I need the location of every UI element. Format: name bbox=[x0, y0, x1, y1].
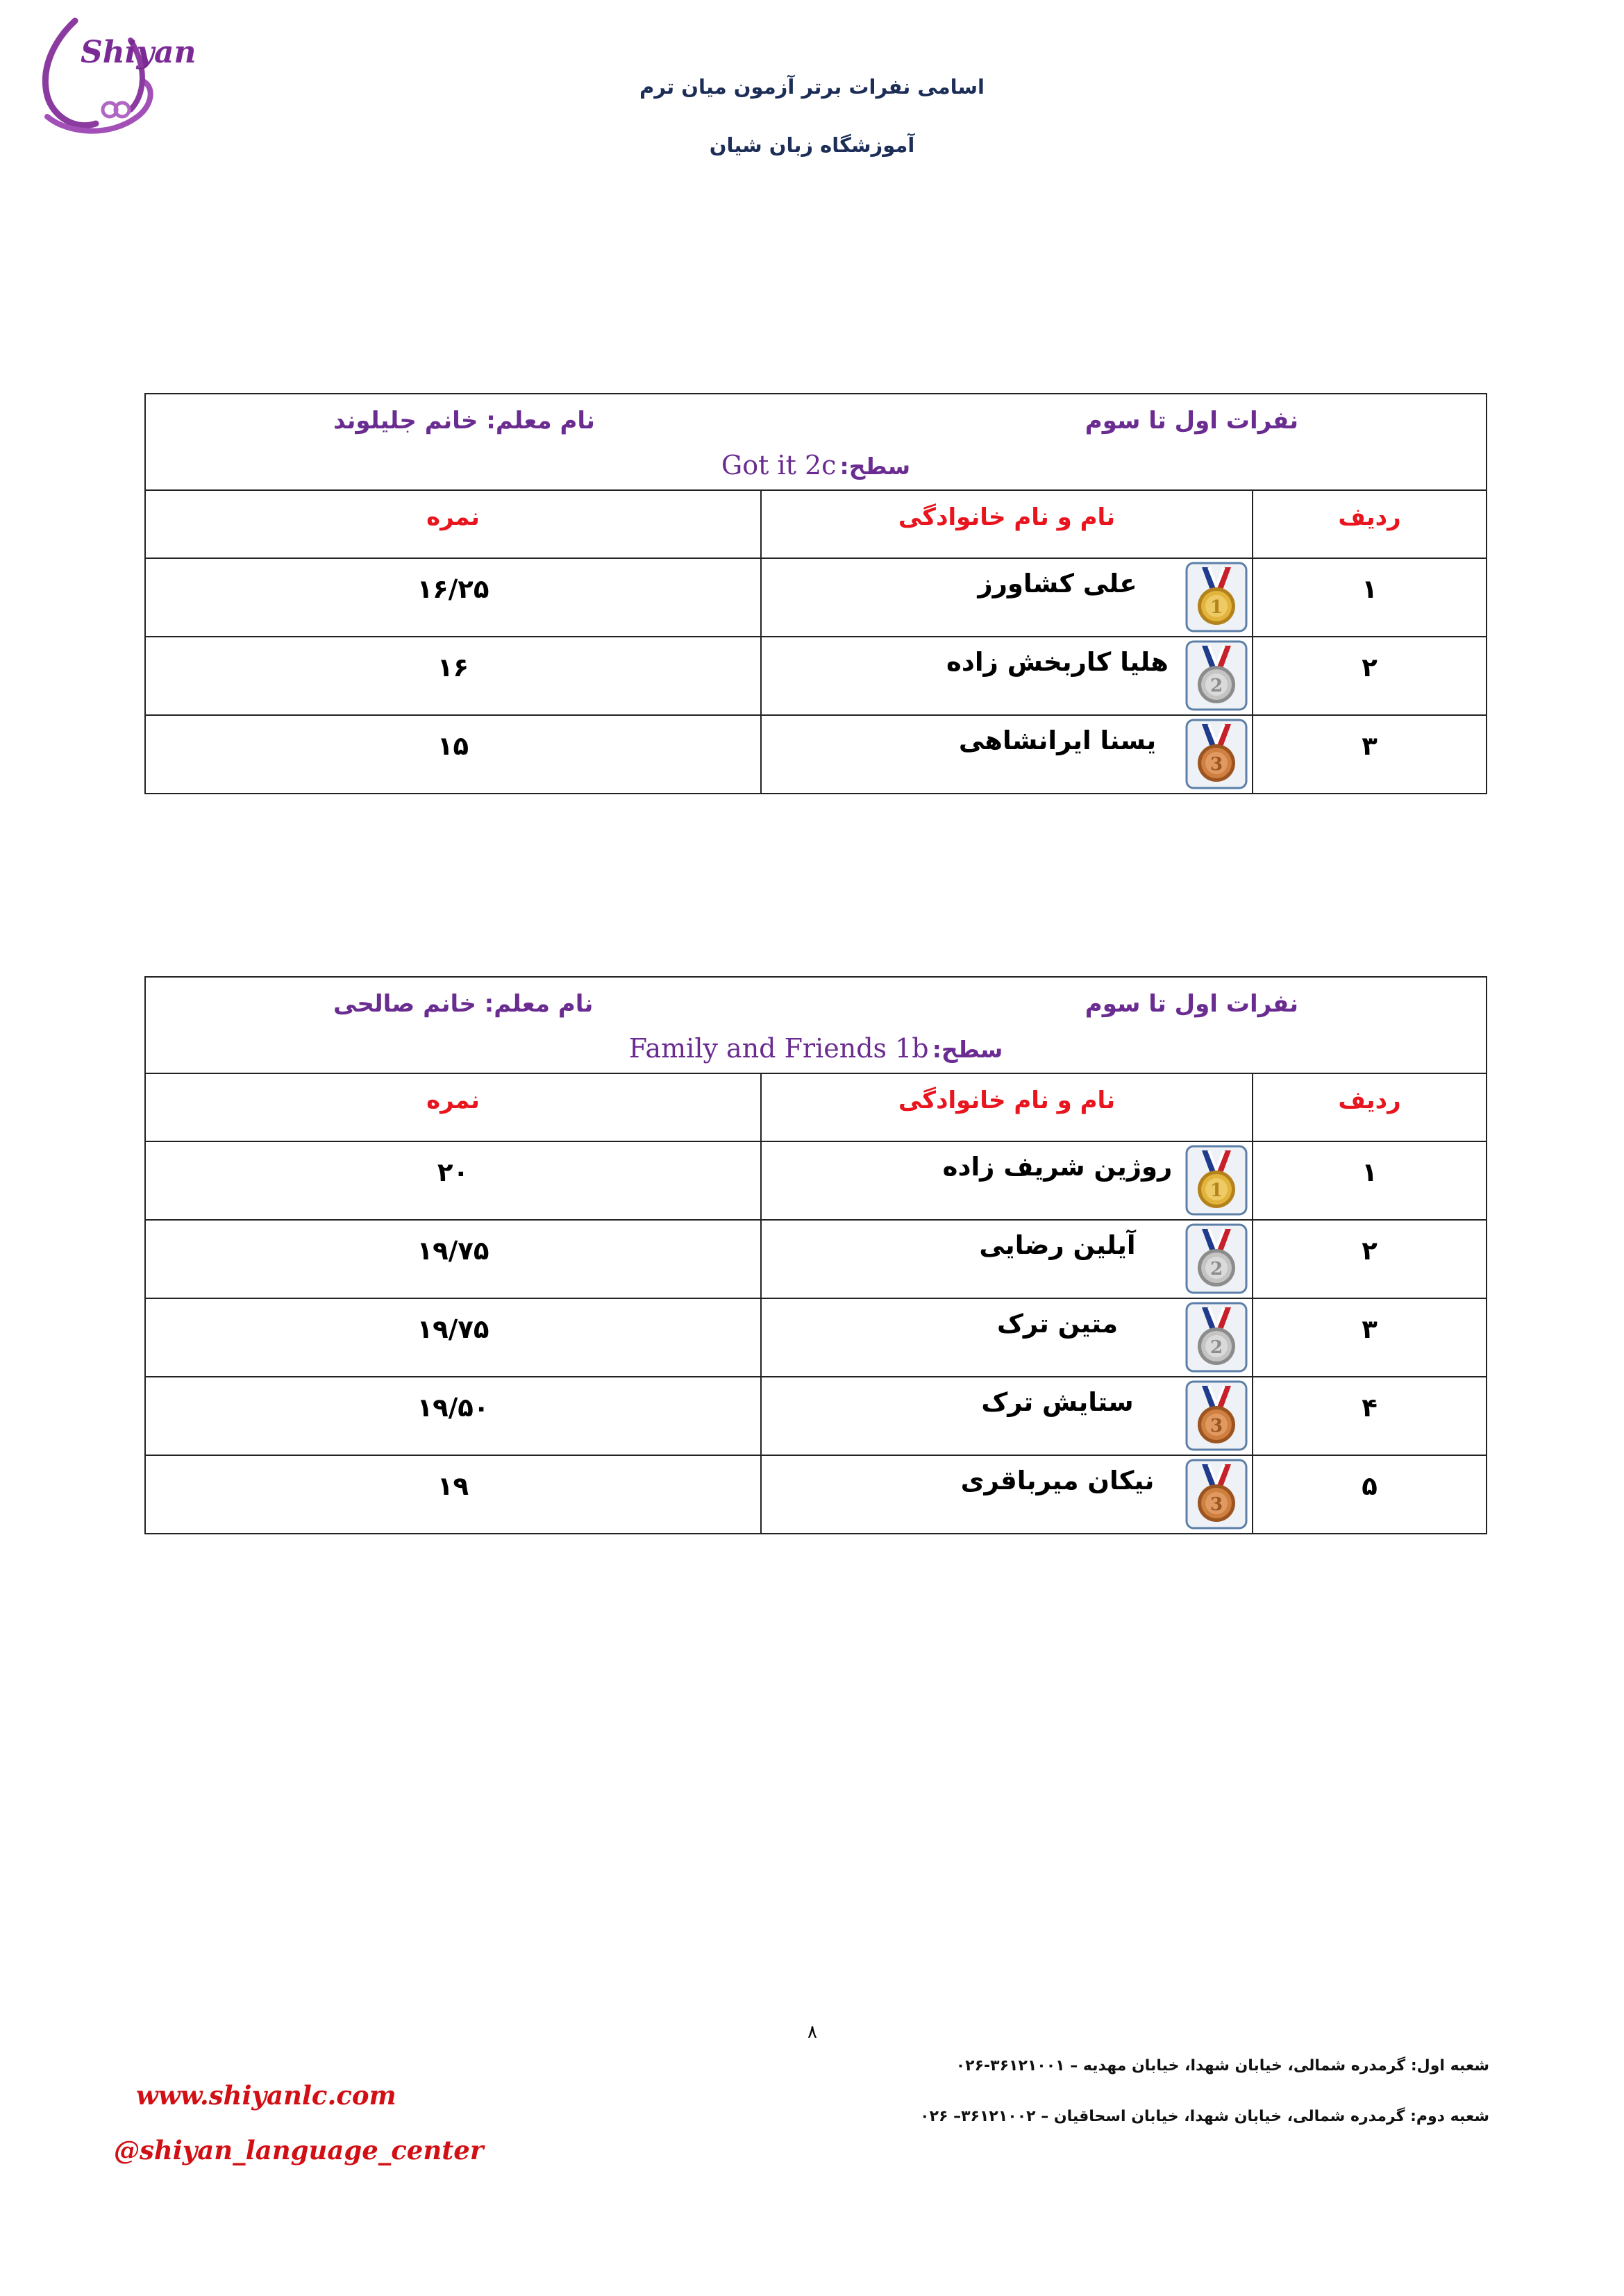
silver-medal-icon bbox=[1185, 1223, 1248, 1294]
name-cell bbox=[760, 1299, 1253, 1376]
positions-label: نفرات اول تا سوم bbox=[1085, 407, 1298, 435]
student-name: متین ترک bbox=[996, 1309, 1119, 1339]
student-name: روژین شریف زاده bbox=[942, 1152, 1173, 1182]
score-cell: ۱۶ bbox=[437, 653, 469, 682]
col-name-header: نام و نام خانوادگی bbox=[760, 491, 1253, 558]
score-cell: ۱۹/۷۵ bbox=[417, 1314, 489, 1344]
student-name: نیکان میرباقری bbox=[960, 1466, 1155, 1495]
score-cell: ۱۹/۷۵ bbox=[417, 1236, 489, 1266]
table-row bbox=[146, 637, 1486, 716]
level-line bbox=[146, 1033, 1486, 1064]
table-row bbox=[146, 1456, 1486, 1533]
branch-2-address: شعبه دوم: گرمدره شمالی، خیابان شهدا، خیابان اسحاقیان – ۳۶۱۲۱۰۰۲– ۰۲۶ bbox=[920, 2108, 1489, 2125]
student-name: هلیا کاربخش زاده bbox=[946, 647, 1169, 677]
page-number: ۸ bbox=[807, 2022, 817, 2043]
rank-cell: ۱ bbox=[1362, 574, 1378, 604]
instagram-handle[interactable]: @shiyan_language_center bbox=[114, 2135, 484, 2165]
table-row bbox=[146, 1142, 1486, 1221]
col-rank-header: ردیف bbox=[1338, 1087, 1401, 1114]
positions-label: نفرات اول تا سوم bbox=[1085, 990, 1298, 1018]
rank-cell: ۴ bbox=[1362, 1393, 1378, 1423]
student-name: علی کشاورز bbox=[978, 569, 1137, 598]
level-value: Got it 2c bbox=[721, 450, 837, 480]
score-cell: ۱۶/۲۵ bbox=[417, 574, 489, 604]
name-cell bbox=[760, 1221, 1253, 1298]
medal-number: 3 bbox=[1209, 1416, 1223, 1436]
page-subtitle: آموزشگاه زبان شیان bbox=[709, 133, 915, 157]
name-cell bbox=[760, 1456, 1253, 1533]
gold-medal-icon bbox=[1185, 562, 1248, 632]
medal-number: 2 bbox=[1209, 676, 1223, 696]
table-heading bbox=[146, 394, 1486, 491]
column-headers bbox=[146, 1074, 1486, 1142]
ranking-table-2 bbox=[144, 976, 1487, 1534]
col-score-header: نمره bbox=[426, 503, 480, 531]
name-cell bbox=[760, 1377, 1253, 1455]
col-name-header: نام و نام خانوادگی bbox=[760, 1074, 1253, 1141]
medal-number: 3 bbox=[1209, 754, 1223, 775]
table-row bbox=[146, 1299, 1486, 1377]
bronze-medal-icon bbox=[1185, 1459, 1248, 1530]
level-value: Family and Friends 1b bbox=[628, 1033, 929, 1064]
bronze-medal-icon bbox=[1185, 1380, 1248, 1451]
table-row bbox=[146, 1377, 1486, 1456]
bronze-medal-icon bbox=[1185, 719, 1248, 789]
score-cell: ۱۹/۵۰ bbox=[417, 1393, 489, 1423]
ranking-table-1 bbox=[144, 393, 1487, 794]
medal-number: 3 bbox=[1209, 1494, 1223, 1515]
name-cell bbox=[760, 716, 1253, 793]
teacher-name: نام معلم: خانم صالحی bbox=[333, 990, 594, 1018]
name-cell bbox=[760, 1142, 1253, 1219]
branch-1-address: شعبه اول: گرمدره شمالی، خیابان شهدا، خیابان مهدیه – ۳۶۱۲۱۰۰۱-۰۲۶ bbox=[955, 2057, 1489, 2075]
silver-medal-icon bbox=[1185, 1302, 1248, 1373]
table-row bbox=[146, 1221, 1486, 1299]
level-label: سطح: bbox=[839, 453, 911, 480]
level-line bbox=[146, 450, 1486, 480]
student-name: ستایش ترک bbox=[981, 1387, 1134, 1417]
column-headers bbox=[146, 491, 1486, 559]
medal-number: 1 bbox=[1209, 597, 1223, 618]
logo-text: Shiyan bbox=[81, 35, 196, 70]
level-label: سطح: bbox=[932, 1036, 1003, 1063]
rank-cell: ۱ bbox=[1362, 1157, 1378, 1187]
medal-number: 1 bbox=[1209, 1180, 1223, 1201]
score-cell: ۱۹ bbox=[437, 1471, 469, 1501]
rank-cell: ۳ bbox=[1362, 1314, 1378, 1344]
rank-cell: ۲ bbox=[1362, 1236, 1378, 1266]
name-cell bbox=[760, 637, 1253, 714]
score-cell: ۱۵ bbox=[437, 731, 469, 761]
student-name: آیلین رضایی bbox=[979, 1230, 1136, 1260]
rank-cell: ۵ bbox=[1362, 1471, 1378, 1501]
silver-medal-icon bbox=[1185, 640, 1248, 711]
col-score-header: نمره bbox=[426, 1087, 480, 1114]
col-rank-header: ردیف bbox=[1338, 503, 1401, 531]
rank-cell: ۳ bbox=[1362, 731, 1378, 761]
website-link[interactable]: www.shiyanlc.com bbox=[136, 2080, 396, 2111]
table-row bbox=[146, 716, 1486, 793]
score-cell: ۲۰ bbox=[437, 1157, 469, 1187]
table-heading bbox=[146, 978, 1486, 1074]
gold-medal-icon bbox=[1185, 1145, 1248, 1216]
medal-number: 2 bbox=[1209, 1337, 1223, 1358]
rank-cell: ۲ bbox=[1362, 653, 1378, 682]
name-cell bbox=[760, 559, 1253, 636]
teacher-name: نام معلم: خانم جلیلوند bbox=[333, 407, 595, 435]
table-row bbox=[146, 559, 1486, 637]
page-title: اسامی نفرات برتر آزمون میان ترم bbox=[639, 75, 985, 99]
medal-number: 2 bbox=[1209, 1259, 1223, 1280]
student-name: یسنا ایرانشاهی bbox=[958, 726, 1157, 755]
